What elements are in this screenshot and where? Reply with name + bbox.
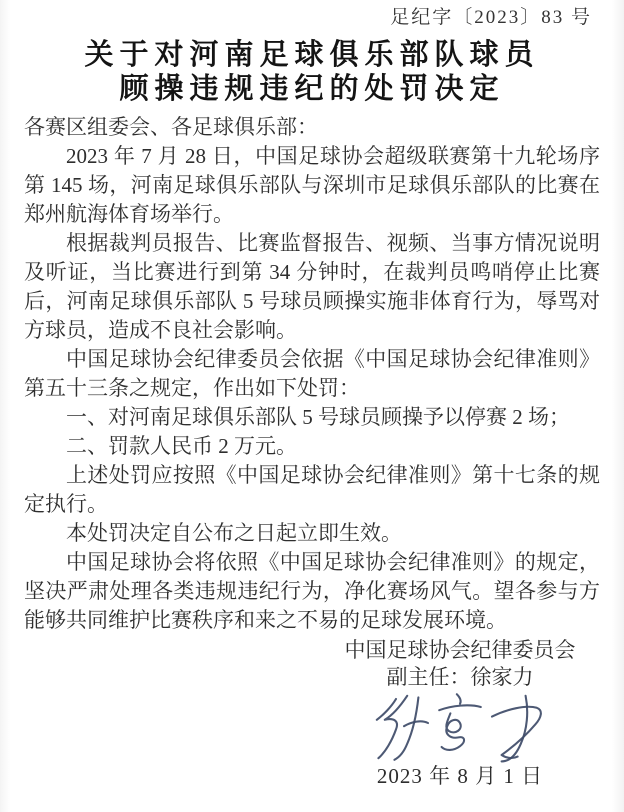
paragraph-execution: 上述处罚应按照《中国足球协会纪律准则》第十七条的规定执行。 (24, 463, 600, 516)
paragraph-incident: 根据裁判员报告、比赛监督报告、视频、当事方情况说明及听证，当比赛进行到第 34 分钟时，在裁判员鸣哨停止比赛后，河南足球俱乐部队 5 号球员顾操实施非体育行为，辱骂对方球员，造成不良社会影响。 (24, 231, 600, 342)
penalty-item-2: 二、罚款人民币 2 万元。 (66, 434, 297, 458)
salutation: 各赛区组委会、各足球俱乐部： (24, 115, 318, 139)
title-line-1: 关于对河南足球俱乐部队球员 (84, 39, 540, 71)
signer-title-name: 副主任：徐家力 (386, 665, 534, 689)
document-number: 足纪字〔2023〕83 号 (390, 7, 592, 28)
closing-block (300, 637, 620, 789)
issuing-organization: 中国足球协会纪律委员会 (344, 638, 576, 662)
paragraph-statement: 中国足球协会将依照《中国足球协会纪律准则》的规定，坚决严肃处理各类违规违纪行为，净化赛场风气。望各参与方能够共同维护比赛秩序和来之不易的足球发展环境。 (24, 550, 600, 632)
paragraph-ruling-basis: 中国足球协会纪律委员会依据《中国足球协会纪律准则》第五十三条之规定，作出如下处罚： (24, 347, 600, 400)
handwritten-signature (368, 691, 552, 763)
document-title (24, 38, 600, 106)
issue-date: 2023 年 8 月 1 日 (376, 764, 544, 788)
penalty-item-1: 一、对河南足球俱乐部队 5 号球员顾操予以停赛 2 场； (66, 405, 570, 429)
document-body (24, 113, 600, 635)
paragraph-match-info: 2023 年 7 月 28 日，中国足球协会超级联赛第十九轮场序第 145 场，河南足球俱乐部队与深圳市足球俱乐部队的比赛在郑州航海体育场举行。 (24, 144, 600, 226)
paragraph-effective: 本处罚决定自公布之日起立即生效。 (66, 521, 402, 545)
title-line-2: 顾操违规违纪的处罚决定 (119, 73, 505, 105)
